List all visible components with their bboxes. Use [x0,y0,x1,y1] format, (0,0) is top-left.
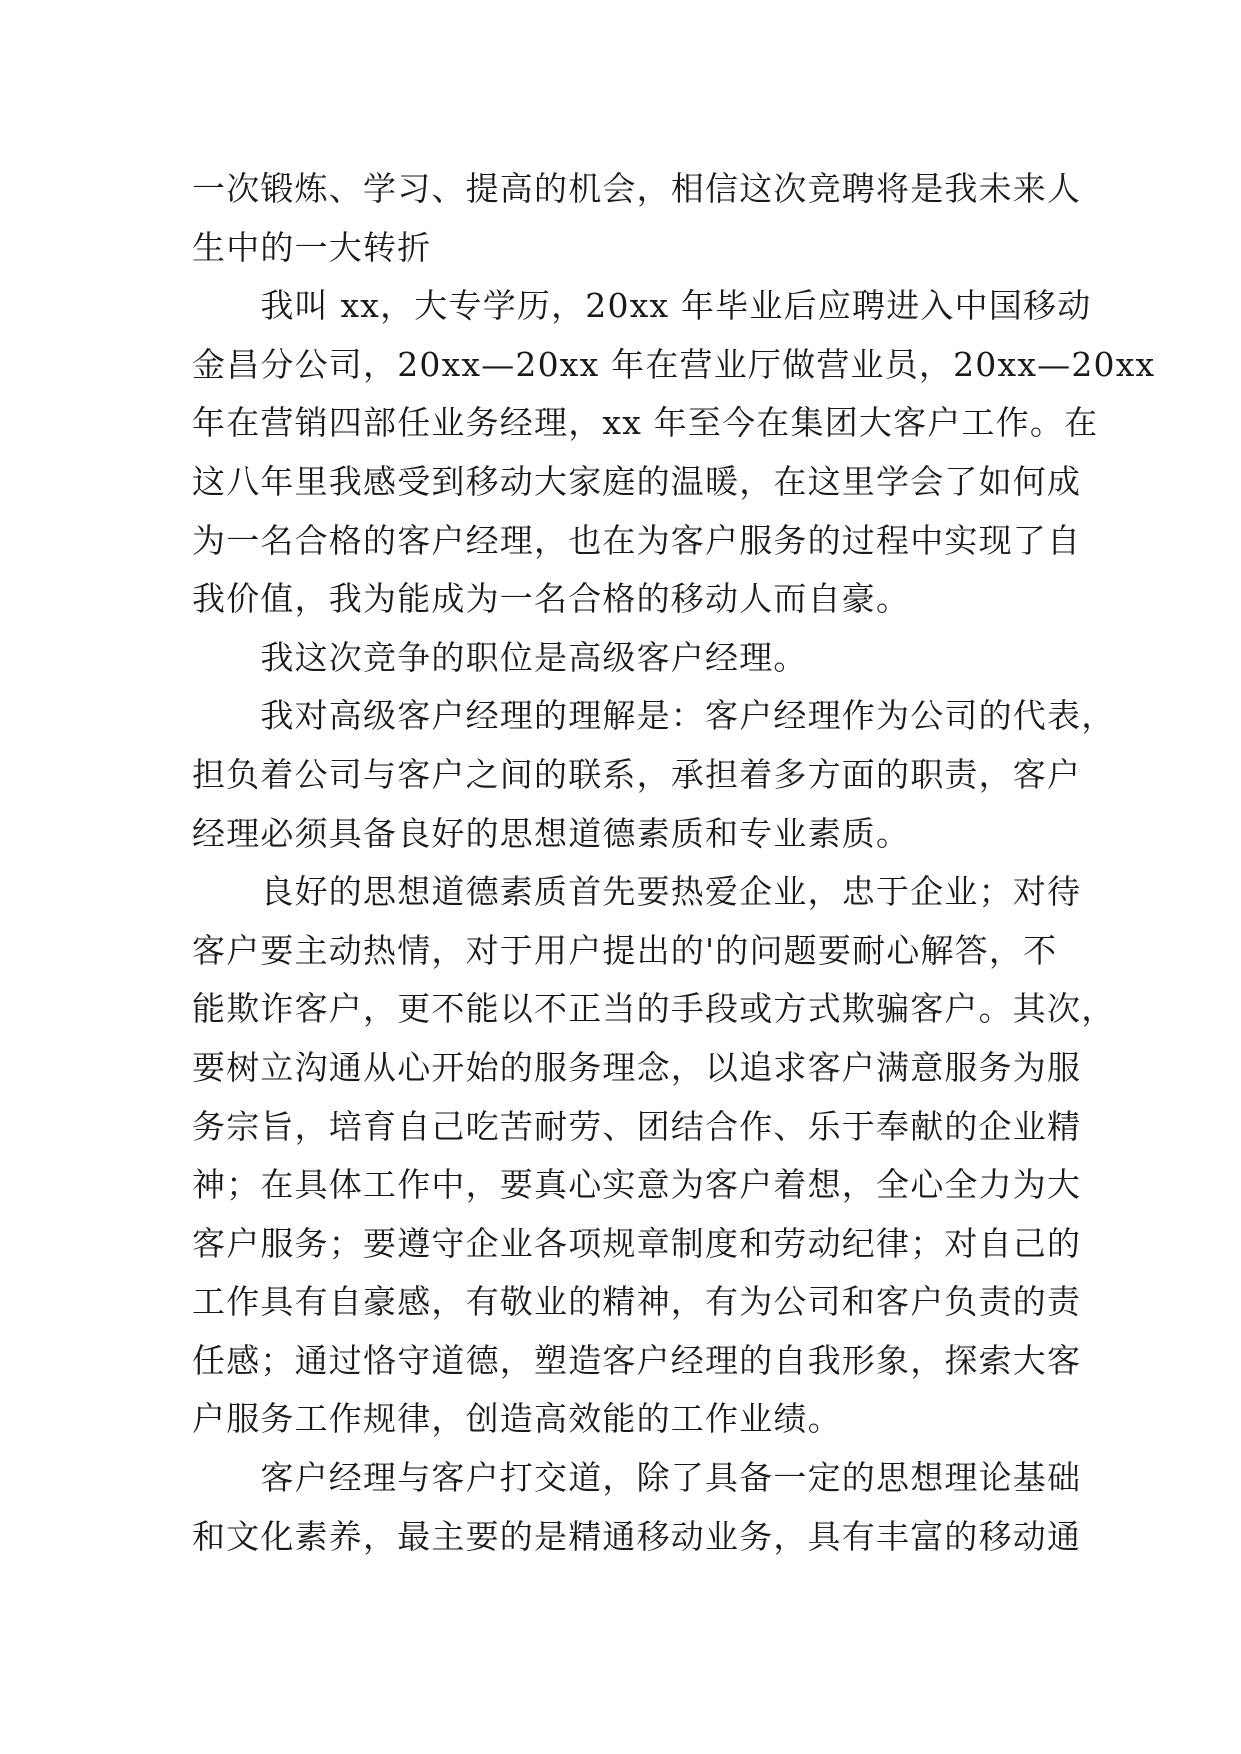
text-line: 和文化素养，最主要的是精通移动业务，具有丰富的移动通 [192,1516,1082,1556]
text-line: 为一名合格的客户经理，也在为客户服务的过程中实现了自 [192,520,1082,560]
text-line: 担负着公司与客户之间的联系，承担着多方面的职责，客户 [192,754,1082,794]
text-line: 能欺诈客户，更不能以不正当的手段或方式欺骗客户。其次， [192,989,1116,1029]
text-line: 一次锻炼、学习、提高的机会，相信这次竞聘将是我未来人 [192,169,1082,208]
text-line: 客户要主动热情，对于用户提出的'的问题要耐心解答，不 [192,930,1058,970]
text-line: 金昌分公司，20xx—20xx 年在营业厅做营业员，20xx—20xx [192,344,1156,384]
text-line: 良好的思想道德素质首先要热爱企业，忠于企业；对待 [192,872,1082,912]
text-line: 客户服务；要遵守企业各项规章制度和劳动纪律；对自己的 [192,1223,1082,1263]
text-line: 工作具有自豪感，有敬业的精神，有为公司和客户负责的责 [192,1282,1082,1322]
text-line: 年在营销四部任业务经理，xx 年至今在集团大客户工作。在 [192,403,1099,443]
text-line: 我对高级客户经理的理解是：客户经理作为公司的代表， [192,696,1116,736]
text-line: 户服务工作规律，创造高效能的工作业绩。 [192,1399,842,1439]
text-line: 生中的一大转折 [192,227,432,267]
text-line: 务宗旨，培育自己吃苦耐劳、团结合作、乐于奉献的企业精 [192,1106,1082,1146]
document-body [192,160,1156,1566]
text-line: 任感；通过恪守道德，塑造客户经理的自我形象，探索大客 [192,1340,1082,1380]
text-line: 经理必须具备良好的思想道德素质和专业素质。 [192,813,911,853]
text-line: 这八年里我感受到移动大家庭的温暖，在这里学会了如何成 [192,461,1082,501]
text-line: 我价值，我为能成为一名合格的移动人而自豪。 [192,579,911,619]
text-line: 我叫 xx，大专学历，20xx 年毕业后应聘进入中国移动 [192,286,1092,326]
text-line: 客户经理与客户打交道，除了具备一定的思想理论基础 [192,1458,1082,1498]
text-line: 我这次竞争的职位是高级客户经理。 [192,637,808,677]
text-line: 神；在具体工作中，要真心实意为客户着想，全心全力为大 [192,1165,1082,1205]
text-line: 要树立沟通从心开始的服务理念，以追求客户满意服务为服 [192,1047,1082,1087]
